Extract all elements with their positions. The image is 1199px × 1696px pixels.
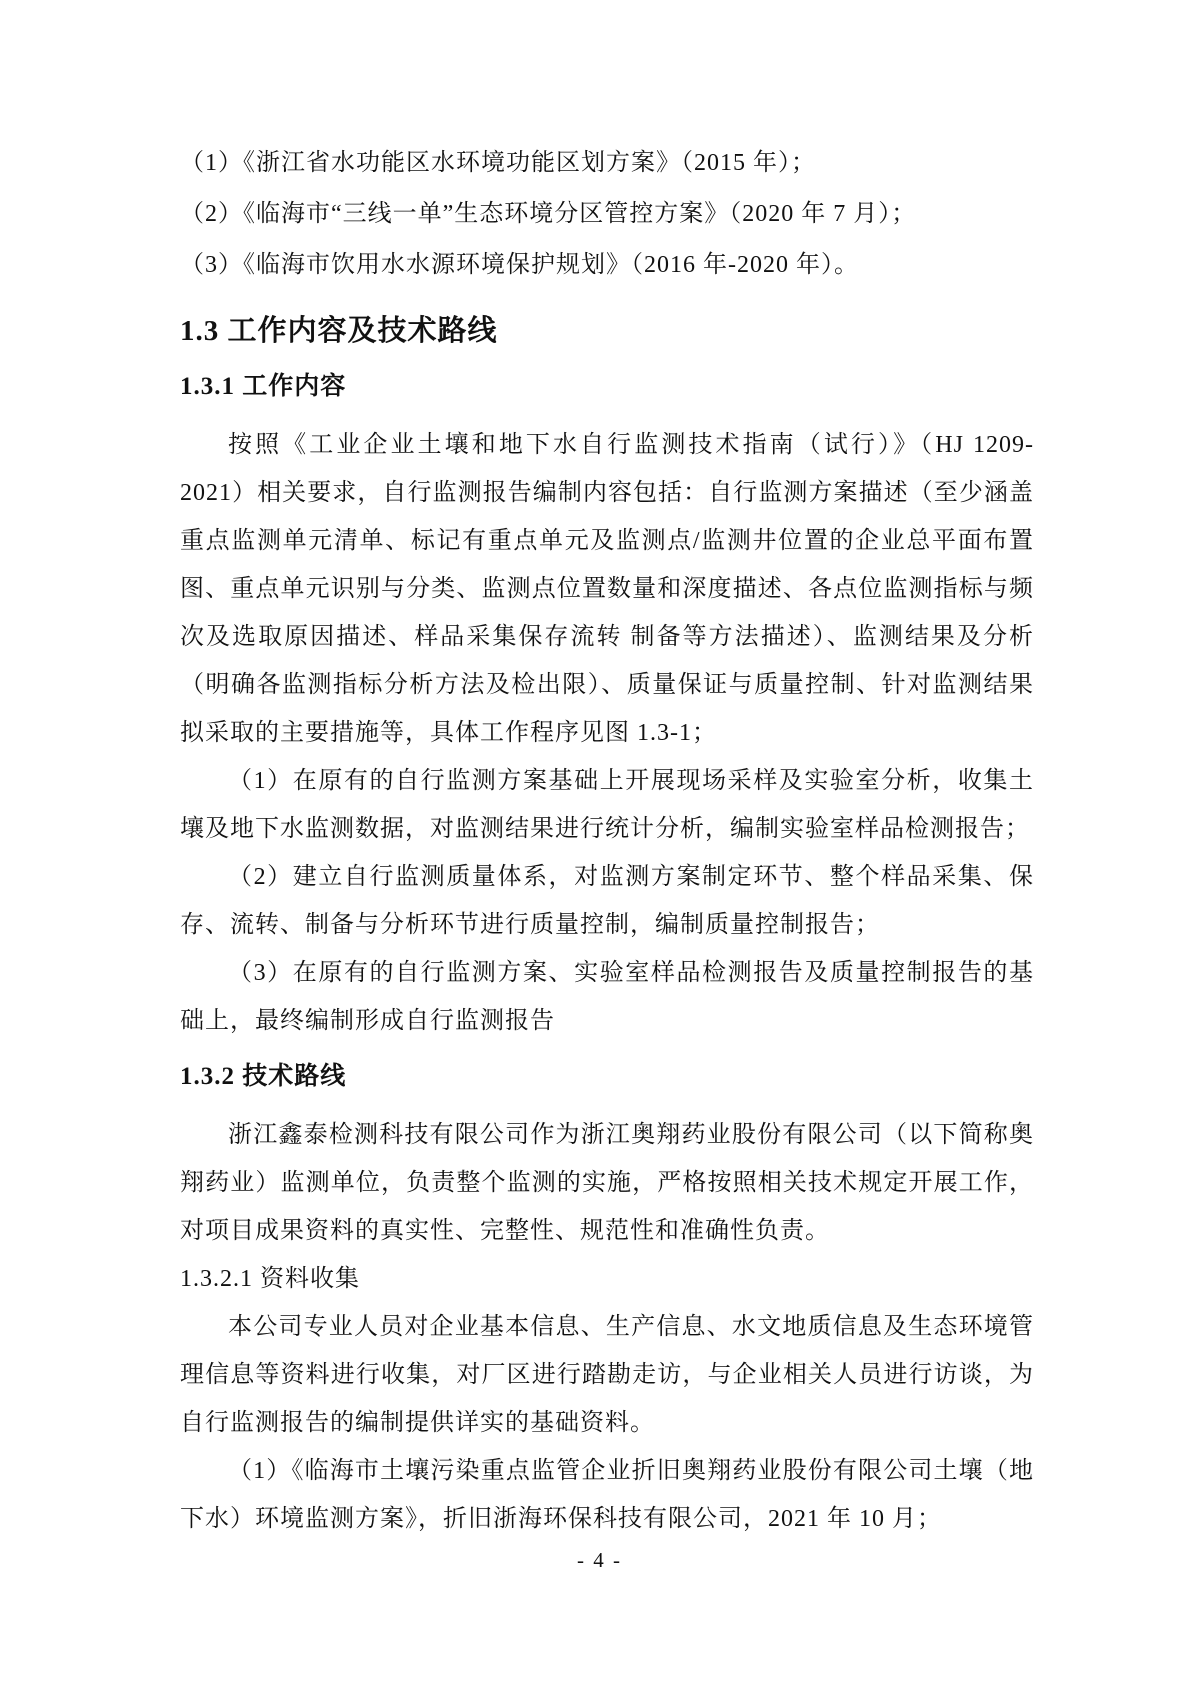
paragraph-task-2: （2）建立自行监测质量体系，对监测方案制定环节、整个样品采集、保存、流转、制备与分析环节进行质量控制，编制质量控制报告； xyxy=(180,864,1034,938)
reference-list-item: （2）《临海市“三线一单”生态环境分区管控方案》（2020 年 7 月）； xyxy=(180,201,917,227)
section-heading-1-3-1: 1.3.1 工作内容 xyxy=(180,373,347,400)
paragraph-task-3: （3）在原有的自行监测方案、实验室样品检测报告及质量控制报告的基础上，最终编制形成自行监测报告 xyxy=(180,960,1034,1034)
paragraph-work-content: 按照《工业企业土壤和地下水自行监测技术指南（试行）》（HJ 1209-2021）相关要求，自行监测报告编制内容包括：自行监测方案描述（至少涵盖重点监测单元清单、标记有重点单元及监测点/监测井位置的企业总平面布置图、重点单元识别与分类、监测点位置数量和深度描述、各点位监测指标与频次及选取原因描述、样品采集保存流转 制备等方法描述）、监测结果及分析（明确各监测指标分析方法及检出限）、质量保证与质量控制、针对监测结果拟采取的主要措施等，具体工作程序见图 1.3-1； xyxy=(180,432,1034,746)
reference-list-item: （1）《浙江省水功能区水环境功能区划方案》（2015 年）； xyxy=(180,150,816,176)
paragraph-technical-route: 浙江鑫泰检测科技有限公司作为浙江奥翔药业股份有限公司（以下简称奥翔药业）监测单位，负责整个监测的实施，严格按照相关技术规定开展工作，对项目成果资料的真实性、完整性、规范性和准确性负责。 xyxy=(180,1122,1034,1244)
section-heading-1-3-2-1: 1.3.2.1 资料收集 xyxy=(180,1266,360,1292)
reference-list xyxy=(180,138,1034,291)
paragraph-task-1: （1）在原有的自行监测方案基础上开展现场采样及实验室分析，收集土壤及地下水监测数据，对监测结果进行统计分析，编制实验室样品检测报告； xyxy=(180,768,1034,842)
section-heading-1-3-2: 1.3.2 技术路线 xyxy=(180,1063,347,1090)
section-heading-1-3: 1.3 工作内容及技术路线 xyxy=(180,315,498,347)
reference-list-item: （3）《临海市饮用水水源环境保护规划》（2016 年-2020 年）。 xyxy=(180,252,859,278)
page-number: - 4 - xyxy=(577,1548,622,1572)
paragraph-reference-doc: （1）《临海市土壤污染重点监管企业折旧奥翔药业股份有限公司土壤（地下水）环境监测方案》，折旧浙海环保科技有限公司，2021 年 10 月； xyxy=(180,1458,1034,1532)
paragraph-data-collection: 本公司专业人员对企业基本信息、生产信息、水文地质信息及生态环境管理信息等资料进行收集，对厂区进行踏勘走访，与企业相关人员进行访谈，为自行监测报告的编制提供详实的基础资料。 xyxy=(180,1314,1034,1436)
